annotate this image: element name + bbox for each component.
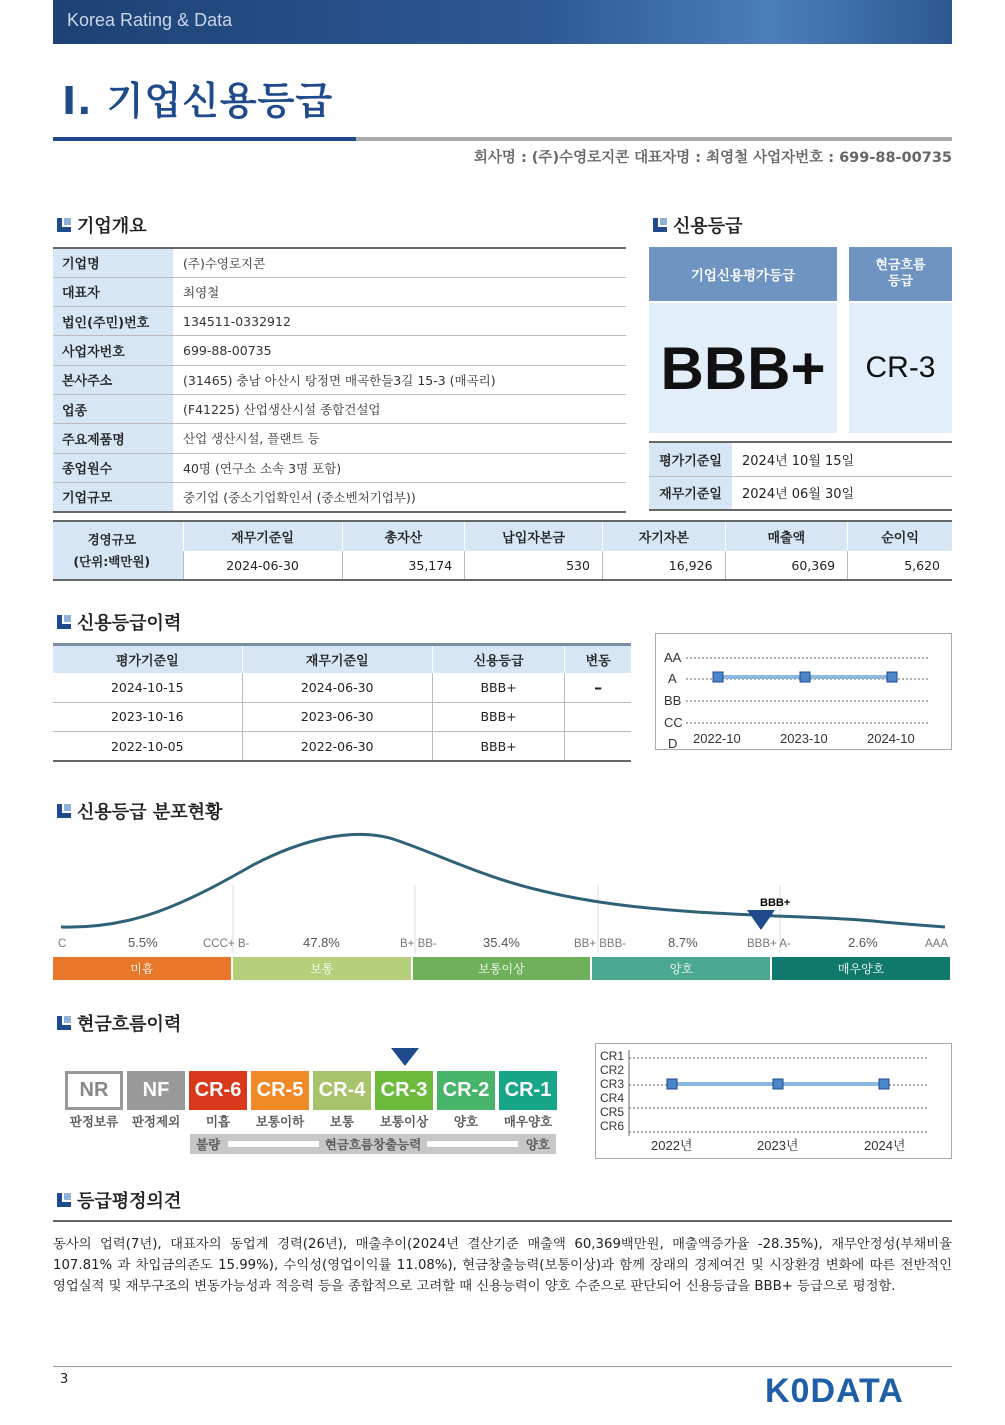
history-cell: 2024-10-15 (53, 673, 242, 703)
cashflow-tile-label: 보통이상 (379, 1114, 429, 1129)
history-cell: 2024-06-30 (242, 673, 432, 703)
y-tick-label: CC (664, 715, 683, 730)
cashflow-tile: CR-6 (189, 1071, 247, 1110)
history-cell: BBB+ (432, 702, 564, 732)
history-row (53, 673, 631, 703)
y-tick-label: CR2 (600, 1063, 625, 1077)
overview-row (53, 365, 626, 394)
overview-value: (주)수영로지콘 (183, 255, 266, 271)
distribution-band: 보통이상 (413, 957, 593, 980)
arrow-left-label: 불량 (196, 1137, 221, 1152)
cashflow-tile-label: 양호 (453, 1114, 479, 1129)
history-col-header: 평가기준일 (53, 645, 242, 673)
overview-value: (F41225) 산업생산시설 종합건설업 (183, 402, 381, 418)
data-point (800, 672, 810, 682)
scale-value: 16,926 (602, 551, 725, 580)
y-tick-label: CR5 (600, 1105, 625, 1119)
rating-history-chart (655, 633, 952, 750)
scale-col-header: 매출액 (725, 521, 848, 551)
distribution-band: 미흡 (53, 957, 233, 980)
section-bullet-icon (57, 615, 71, 629)
overview-key: 기업규모 (53, 482, 173, 511)
y-tick-label: CR4 (600, 1091, 625, 1105)
data-point (773, 1079, 783, 1089)
overview-row (53, 307, 626, 336)
section-bullet-icon (57, 804, 71, 818)
fin-date-value: 2024년 06월 30일 (742, 487, 855, 503)
history-cell (565, 732, 631, 762)
x-tick-label: 2022-10 (693, 731, 741, 746)
section-bullet-icon (653, 218, 667, 232)
distribution-axis-label: 8.7% (668, 935, 698, 950)
section-bullet-icon (57, 218, 71, 232)
distribution-axis-label: C (58, 938, 67, 950)
overview-key: 기업명 (53, 248, 173, 277)
page-title: Ⅰ. 기업신용등급 (62, 79, 334, 123)
rating-history-chart-svg (656, 634, 953, 751)
section-heading-text: 현금흐름이력 (77, 1014, 182, 1035)
overview-key: 본사주소 (53, 365, 173, 394)
overview-value: (31465) 충남 아산시 탕정면 매곡한들3길 15-3 (매곡리) (183, 372, 496, 388)
scale-header: 경영규모 (단위:백만원) (53, 521, 183, 580)
scale-value: 5,620 (848, 551, 952, 580)
overview-value: 134511-0332912 (183, 313, 291, 329)
distribution-band: 매우양호 (772, 957, 952, 980)
section-bullet-icon (57, 1016, 71, 1030)
overview-table (53, 247, 626, 513)
history-cell: 2023-06-30 (242, 702, 432, 732)
scale-value: 35,174 (342, 551, 465, 580)
distribution-curve (61, 834, 945, 927)
x-tick-label: 2022년 (651, 1138, 693, 1153)
section-heading-overview (57, 212, 147, 238)
overview-row (53, 394, 626, 423)
scale-value: 60,369 (725, 551, 848, 580)
distribution-axis-label: CCC+ B- (203, 938, 250, 950)
title-divider (53, 137, 952, 141)
cashflow-tile: NR (65, 1071, 123, 1110)
history-col-header: 재무기준일 (242, 645, 432, 673)
distribution-axis-label: 2.6% (848, 935, 878, 950)
overview-value: 40명 (연구소 소속 3명 포함) (183, 460, 342, 476)
overview-row (53, 277, 626, 306)
x-tick-label: 2024년 (864, 1138, 906, 1153)
x-tick-label: 2023-10 (780, 731, 828, 746)
cash-grade-label: 현금흐름 등급 (849, 247, 952, 301)
cash-grade-value: CR-3 (849, 303, 952, 433)
scale-col-header: 납입자본금 (465, 521, 603, 551)
cashflow-history-chart (595, 1043, 952, 1159)
overview-row (53, 336, 626, 365)
y-tick-label: CR3 (600, 1077, 625, 1091)
y-tick-label: D (668, 736, 678, 751)
overview-row (53, 453, 626, 482)
history-cell (565, 702, 631, 732)
history-row (53, 732, 631, 762)
opinion-divider (53, 1220, 952, 1222)
history-cell: BBB+ (432, 673, 564, 703)
opinion-text: 동사의 업력(7년), 대표자의 동업계 경력(26년), 매출추이(2024년 결산기준 매출액 60,369백만원, 매출액증가율 -28.35%), 재무안정성(부채비율 107.81% 과 차입금의존도 15.99%), 수익성(영업이익률 11.08%), 현금창출능력(보통이상)과 함께 장래의 경제여건 및 시장환경 변화에 따른 전반적인 영업실적 및 재무구조의 변동가능성과 적응력 등을 종합적으로 고려할 때 신용능력이 양호 수준으로 판단되어 신용등급을 BBB+ 등급으로 평정함. (53, 1237, 952, 1294)
section-heading-text: 신용등급 분포현황 (77, 802, 223, 823)
scale-value: 530 (465, 551, 603, 580)
cashflow-tile: CR-3 (375, 1071, 433, 1110)
history-cell: 2023-10-16 (53, 702, 242, 732)
company-info-line: 회사명 : (주)수영로지콘 대표자명 : 최영철 사업자번호 : 699-88-00735 (473, 150, 952, 166)
arrow-right-label: 양호 (525, 1137, 550, 1152)
overview-key: 사업자번호 (53, 336, 173, 365)
cashflow-capability-arrow (190, 1134, 556, 1154)
overview-value: 산업 생산시설, 플랜트 등 (183, 431, 320, 447)
section-heading-history (57, 609, 181, 635)
cashflow-tile: CR-1 (499, 1071, 557, 1110)
scale-col-header: 자기자본 (602, 521, 725, 551)
data-point (667, 1079, 677, 1089)
y-tick-label: AA (664, 650, 682, 665)
kodata-logo: K0DATA (765, 1372, 904, 1410)
history-cell: BBB+ (432, 732, 564, 762)
eval-date-value: 2024년 10월 15일 (742, 453, 855, 469)
section-heading-text: 등급평정의견 (77, 1191, 182, 1212)
distribution-band: 양호 (592, 957, 772, 980)
brand-text: Korea Rating & Data (67, 10, 233, 30)
overview-row (53, 248, 626, 277)
distribution-axis-label: BBB+ A- (747, 938, 791, 950)
distribution-axis-label: 5.5% (128, 935, 158, 950)
distribution-curve-chart (53, 825, 952, 955)
y-tick-label: CR1 (600, 1049, 625, 1063)
overview-row (53, 482, 626, 511)
distribution-axis-label: 47.8% (303, 935, 340, 950)
y-tick-label: CR6 (600, 1119, 625, 1133)
data-point (887, 672, 897, 682)
section-heading-cashflow (57, 1010, 181, 1036)
section-heading-text: 신용등급 (673, 216, 743, 237)
overview-value: 699-88-00735 (183, 343, 272, 359)
section-heading-opinion (57, 1187, 181, 1213)
data-point (713, 672, 723, 682)
cashflow-tile-label: 보통 (329, 1114, 355, 1129)
footer-divider (53, 1366, 952, 1367)
grade-marker-triangle (747, 910, 775, 930)
section-bullet-icon (57, 1193, 71, 1207)
overview-key: 법인(주민)번호 (53, 307, 173, 336)
rating-dates-table (649, 441, 952, 511)
overview-key: 대표자 (53, 277, 173, 306)
section-heading-rating (653, 212, 743, 238)
overview-key: 업종 (53, 394, 173, 423)
top-banner (53, 0, 952, 44)
cashflow-tile: CR-5 (251, 1071, 309, 1110)
scale-col-header: 재무기준일 (183, 521, 342, 551)
cashflow-tile: NF (127, 1071, 185, 1110)
cashflow-tile: CR-4 (313, 1071, 371, 1110)
overview-value: 최영철 (183, 284, 220, 300)
overview-value: 중기업 (중소기업확인서 (중소벤처기업부)) (183, 489, 416, 505)
cashflow-marker-triangle (390, 1047, 420, 1067)
rating-history-table (53, 643, 631, 762)
fin-date-label: 재무기준일 (649, 476, 732, 510)
history-col-header: 신용등급 (432, 645, 564, 673)
distribution-band-bar (53, 957, 952, 980)
section-heading-text: 신용등급이력 (77, 613, 182, 634)
x-tick-label: 2023년 (757, 1138, 799, 1153)
history-col-header: 변동 (565, 645, 631, 673)
arrow-mid-label: 현금흐름창출능력 (319, 1135, 428, 1153)
history-cell: 2022-10-05 (53, 732, 242, 762)
cashflow-tile-label: 보통이하 (255, 1114, 305, 1129)
distribution-axis-label: BB+ BBB- (574, 938, 627, 950)
overview-key: 종업원수 (53, 453, 173, 482)
overview-row (53, 424, 626, 453)
history-cell: – (565, 673, 631, 703)
y-tick-label: BB (664, 693, 682, 708)
y-tick-label: A (668, 671, 677, 686)
history-cell: 2022-06-30 (242, 732, 432, 762)
x-tick-label: 2024-10 (867, 731, 915, 746)
distribution-axis-label: 35.4% (483, 935, 520, 950)
page-number: 3 (60, 1372, 69, 1387)
credit-grade-value: BBB+ (649, 303, 837, 433)
distribution-band: 보통 (233, 957, 413, 980)
cashflow-tile: CR-2 (437, 1071, 495, 1110)
cashflow-tile-label: 미흡 (205, 1114, 231, 1129)
overview-key: 주요제품명 (53, 424, 173, 453)
data-point (879, 1079, 889, 1089)
scale-value: 2024-06-30 (183, 551, 342, 580)
business-scale-table (53, 520, 952, 581)
grade-label: 기업신용평가등급 (649, 247, 837, 301)
section-heading-text: 기업개요 (77, 216, 147, 237)
scale-col-header: 순이익 (848, 521, 952, 551)
history-row (53, 702, 631, 732)
eval-date-label: 평가기준일 (649, 442, 732, 476)
cashflow-tile-label: 판정보류 (69, 1114, 119, 1129)
distribution-axis-label: AAA (925, 938, 949, 950)
grade-marker-label: BBB+ (760, 897, 791, 909)
section-heading-distribution (57, 798, 222, 824)
scale-col-header: 총자산 (342, 521, 465, 551)
cashflow-tile-label: 판정제외 (131, 1114, 181, 1129)
distribution-axis-label: B+ BB- (400, 938, 437, 950)
cashflow-tile-label: 매우양호 (503, 1114, 553, 1129)
